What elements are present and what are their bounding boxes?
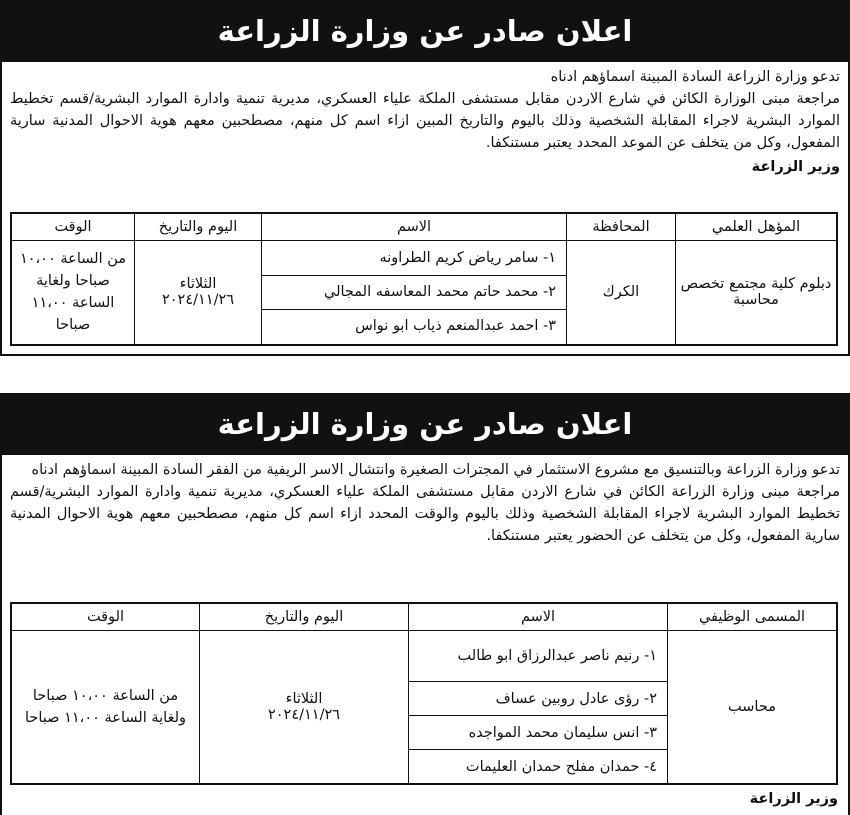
announcement-1-signature: وزير الزراعة: [751, 159, 840, 175]
names-list: [262, 242, 566, 343]
list-item: ٣- احمد عبدالمنعم ذياب ابو نواس: [355, 318, 556, 335]
date-label: ٢٠٢٤/١١/٢٦: [267, 707, 341, 723]
day-label: الثلاثاء: [285, 691, 323, 707]
list-item: ٤- حمدان مفلح حمدان العليمات: [465, 758, 657, 775]
header-name: الاسم: [262, 213, 567, 241]
cell-qualification: دبلوم كلية مجتمع تخصص محاسبة: [676, 241, 838, 345]
table-header-row: [11, 213, 837, 241]
header-qualification: المؤهل العلمي: [676, 213, 838, 241]
cell-day-date: [200, 631, 409, 785]
announcement-2-intro: تدعو وزارة الزراعة وبالتنسيق مع مشروع الاستثمار في المجترات الصغيرة وانتشال الاسر الريفية من الفقر السادة المبينة اسماؤهم ادناه: [31, 462, 840, 478]
announcement-1: [0, 0, 850, 356]
header-name: الاسم: [409, 603, 668, 631]
announcement-2-body: [2, 455, 848, 547]
announcement-1-instructions: مراجعة مبنى الوزارة الكائن في شارع الاردن مقابل مستشفى الملكة علياء العسكري، مديرية تنمية وادارة الموارد البشرية/قسم تخطيط الموارد البشرية لاجراء المقابلة الشخصية وذلك باليوم والتاريخ المبين ازاء اسم كل منهم، مصطحبين معهم هوية الاحوال المدنية سارية المفعول، وكل من يتخلف عن الموعد المحدد يعتبر مستنكفا.: [10, 91, 840, 151]
table-header-row: [11, 603, 837, 631]
cell-job-title: محاسب: [668, 631, 838, 785]
announcement-2-signature: وزير الزراعة: [749, 791, 838, 807]
cell-names: [409, 631, 668, 785]
day-label: الثلاثاء: [179, 276, 217, 293]
list-item: ٢- رؤى عادل روبين عساف: [409, 682, 667, 716]
announcement-2-table: [10, 602, 838, 785]
header-day-date: اليوم والتاريخ: [135, 213, 262, 241]
announcement-2-title: اعلان صادر عن وزارة الزراعة: [2, 395, 848, 455]
header-day-date: اليوم والتاريخ: [200, 603, 409, 631]
announcement-1-body: [2, 62, 848, 178]
announcement-2: [0, 393, 850, 815]
cell-time: من الساعة ١٠،٠٠ صباحا ولغاية الساعة ١١،٠٠ صباحا: [11, 631, 200, 785]
list-item: ٣- انس سليمان محمد المواجده: [409, 716, 667, 750]
cell-governorate: الكرك: [567, 241, 676, 345]
cell-names: [262, 241, 567, 345]
names-list: [409, 631, 667, 783]
date-label: ٢٠٢٤/١١/٢٦: [161, 292, 235, 309]
announcement-1-intro: تدعو وزارة الزراعة السادة المبينة اسماؤهم ادناه: [550, 69, 840, 85]
announcement-1-title: اعلان صادر عن وزارة الزراعة: [2, 2, 848, 62]
list-item: ٢- محمد حاتم محمد المعاسفه المجالي: [262, 275, 566, 309]
table-row: [11, 631, 837, 785]
cell-day-date: [135, 241, 262, 345]
header-time: الوقت: [11, 603, 200, 631]
list-item: ١- رنيم ناصر عبدالرزاق ابو طالب: [409, 631, 667, 682]
list-item: ١- سامر رياض كريم الطراونه: [262, 242, 566, 276]
header-job-title: المسمى الوظيفي: [668, 603, 838, 631]
header-governorate: المحافظة: [567, 213, 676, 241]
announcement-2-instructions: مراجعة مبنى وزارة الزراعة الكائن في شارع الاردن مقابل مستشفى الملكة علياء العسكري، مديرية تنمية وادارة الموارد البشرية/قسم تخطيط الموارد البشرية لاجراء المقابلة الشخصية وذلك باليوم والوقت المحدد ازاء اسم كل منهم، مصطحبين معهم هوية الاحوال المدنية سارية المفعول، وكل من يتخلف عن الحضور يعتبر مستنكفا.: [10, 484, 840, 544]
announcement-1-table: [10, 212, 838, 346]
header-time: الوقت: [11, 213, 135, 241]
cell-time: من الساعة ١٠،٠٠ صباحا ولغاية الساعة ١١،٠٠ صباحا: [11, 241, 135, 345]
table-row: [11, 241, 837, 345]
